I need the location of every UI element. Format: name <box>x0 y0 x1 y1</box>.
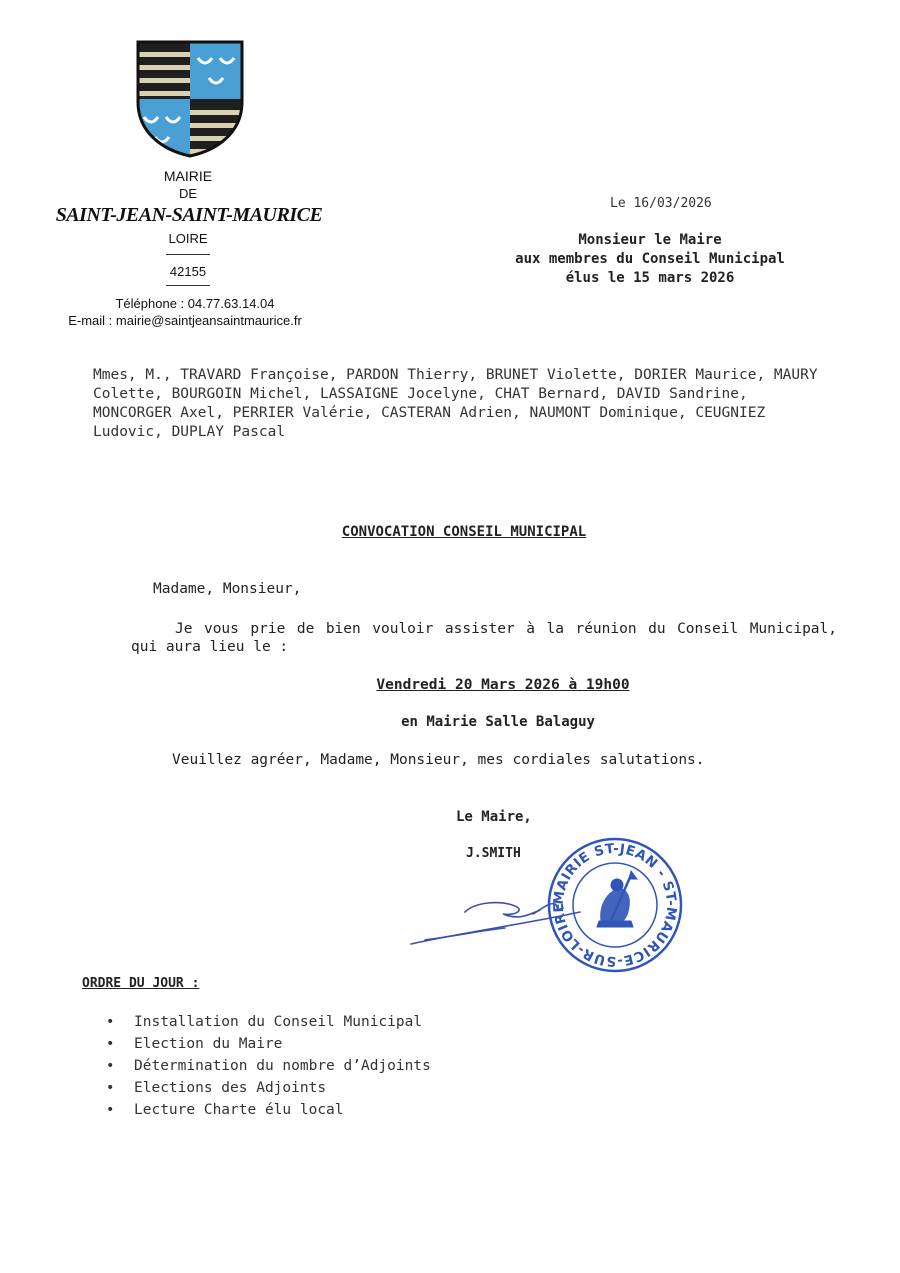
agenda-item-label: Lecture Charte élu local <box>134 1102 344 1118</box>
letterhead-postcode: 42155 <box>169 264 207 279</box>
recipients-list: Mmes, M., TRAVARD Françoise, PARDON Thierry, BRUNET Violette, DORIER Maurice, MAURY Colette, BOURGOIN Michel, LASSAIGNE Jocelyne, CHAT Bernard, DAVID Sandrine, MONCORGER Axel, PERRIER Valérie, CASTERAN Adrien, NAUMONT Dominique, CEUGNIEZ Ludovic, DUPLAY Pascal <box>93 367 818 440</box>
signatory-name: J.SMITH <box>466 846 521 861</box>
addressee-line-1: aux membres du Conseil Municipal <box>515 251 785 267</box>
body-paragraph: Je vous prie de bien vouloir assister à la réunion du Conseil Municipal, qui aura lieu le : <box>131 621 837 655</box>
agenda-title: ORDRE DU JOUR : <box>82 976 200 991</box>
signatory-role: Le Maire, <box>456 809 532 825</box>
meeting-date: Vendredi 20 Mars 2026 à 19h00 <box>376 677 630 693</box>
agenda-item <box>104 1102 431 1124</box>
agenda-list <box>104 1014 431 1124</box>
letterhead-town: SAINT-JEAN-SAINT-MAURICE <box>55 204 323 226</box>
letterhead-mairie: MAIRIE <box>163 168 213 184</box>
agenda-item <box>104 1036 431 1058</box>
salutation: Madame, Monsieur, <box>153 581 302 597</box>
letter-date: Le 16/03/2026 <box>610 196 712 211</box>
bullet-icon: • <box>106 1036 115 1052</box>
agenda-item-label: Détermination du nombre d’Adjoints <box>134 1058 431 1074</box>
agenda-item-label: Election du Maire <box>134 1036 283 1052</box>
letterhead-department: LOIRE <box>168 231 208 246</box>
closing-formula: Veuillez agréer, Madame, Monsieur, mes cordiales salutations. <box>172 752 705 768</box>
letterhead-divider <box>166 254 210 255</box>
agenda-item <box>104 1080 431 1102</box>
letterhead-de: DE <box>178 186 198 201</box>
coat-of-arms-logo <box>136 40 244 158</box>
letterhead-phone: Téléphone : 04.77.63.14.04 <box>115 296 275 311</box>
letterhead-email: E-mail : mairie@saintjeansaintmaurice.fr <box>68 313 302 328</box>
agenda-item-label: Elections des Adjoints <box>134 1080 327 1096</box>
sender-line: Monsieur le Maire <box>578 232 722 248</box>
letter-subject: CONVOCATION CONSEIL MUNICIPAL <box>341 524 587 540</box>
official-stamp <box>545 835 685 975</box>
meeting-place: en Mairie Salle Balaguy <box>401 714 595 730</box>
agenda-item <box>104 1058 431 1080</box>
stamp-text: MAIRIE ST-JEAN - ST-MAURICE-SUR-LOIRE <box>550 840 680 970</box>
bullet-icon: • <box>106 1014 115 1030</box>
addressee-line-2: élus le 15 mars 2026 <box>565 270 735 286</box>
bullet-icon: • <box>106 1058 115 1074</box>
agenda-item-label: Installation du Conseil Municipal <box>134 1014 423 1030</box>
letterhead-divider <box>166 285 210 286</box>
agenda-item <box>104 1014 431 1036</box>
bullet-icon: • <box>106 1102 115 1118</box>
bullet-icon: • <box>106 1080 115 1096</box>
